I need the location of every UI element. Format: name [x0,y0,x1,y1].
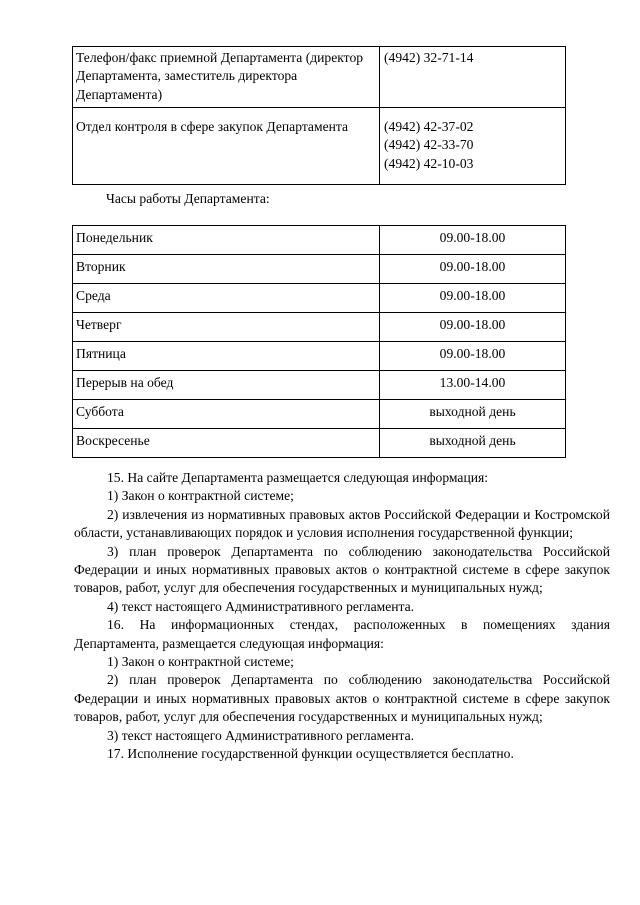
day-cell: Четверг [73,313,380,342]
time-cell: 09.00-18.00 [380,313,566,342]
time-cell: выходной день [380,429,566,458]
hours-row [73,226,566,255]
hours-row [73,342,566,371]
hours-row [73,429,566,458]
phone-number: (4942) 32-71-14 [384,50,474,65]
contacts-table [72,46,566,185]
time-cell: 09.00-18.00 [380,284,566,313]
day-cell: Пятница [73,342,380,371]
body-text [74,469,610,764]
hours-row [73,313,566,342]
time-cell: выходной день [380,400,566,429]
paragraph: 1) Закон о контрактной системе; [107,488,294,504]
contact-phones [380,108,566,185]
day-cell: Перерыв на обед [73,371,380,400]
paragraph: 3) план проверок Департамента по соблюдению законодательства Российской Федерации и иных нормативных правовых актов о контрактной системе в сфере закупок товаров, работ, услуг для обеспечения государственных и муниципальных нужд; [74,543,610,596]
hours-row [73,400,566,429]
time-cell: 09.00-18.00 [380,255,566,284]
hours-row [73,284,566,313]
day-cell: Понедельник [73,226,380,255]
day-cell: Среда [73,284,380,313]
hours-table [72,225,566,458]
day-cell: Вторник [73,255,380,284]
paragraph: 16. На информационных стендах, расположенных в помещениях здания Департамента, размещается следующая информация: [74,617,610,651]
hours-row [73,371,566,400]
paragraph: 2) извлечения из нормативных правовых актов Российской Федерации и Костромской области, устанавливающих порядок и условия исполнения государственной функции; [74,506,610,541]
contact-phones [380,47,566,108]
day-cell: Воскресенье [73,429,380,458]
paragraph: 1) Закон о контрактной системе; [107,654,294,670]
paragraph: 3) текст настоящего Административного регламента. [107,727,415,743]
contact-label: Телефон/факс приемной Департамента (директор Департамента, заместитель директора Департамента) [73,47,380,108]
contacts-row [73,108,566,185]
time-cell: 09.00-18.00 [380,342,566,371]
hours-intro: Часы работы Департамента: [106,191,270,206]
day-cell: Суббота [73,400,380,429]
paragraph: 17. Исполнение государственной функции осуществляется бесплатно. [107,746,514,762]
phone-number: (4942) 42-37-02 [384,119,474,134]
contacts-row [73,47,566,108]
paragraph: 2) план проверок Департамента по соблюдению законодательства Российской Федерации и иных нормативных правовых актов о контрактной системе в сфере закупок товаров, работ, услуг для обеспечения государственных и муниципальных нужд; [74,672,610,725]
phone-number: (4942) 42-33-70 [384,137,474,153]
time-cell: 13.00-14.00 [380,371,566,400]
time-cell: 09.00-18.00 [380,226,566,255]
hours-row [73,255,566,284]
paragraph: 15. На сайте Департамента размещается следующая информация: [107,470,489,485]
contact-label: Отдел контроля в сфере закупок Департамента [73,108,380,185]
paragraph: 4) текст настоящего Административного регламента. [107,598,415,614]
phone-number: (4942) 42-10-03 [384,155,474,171]
